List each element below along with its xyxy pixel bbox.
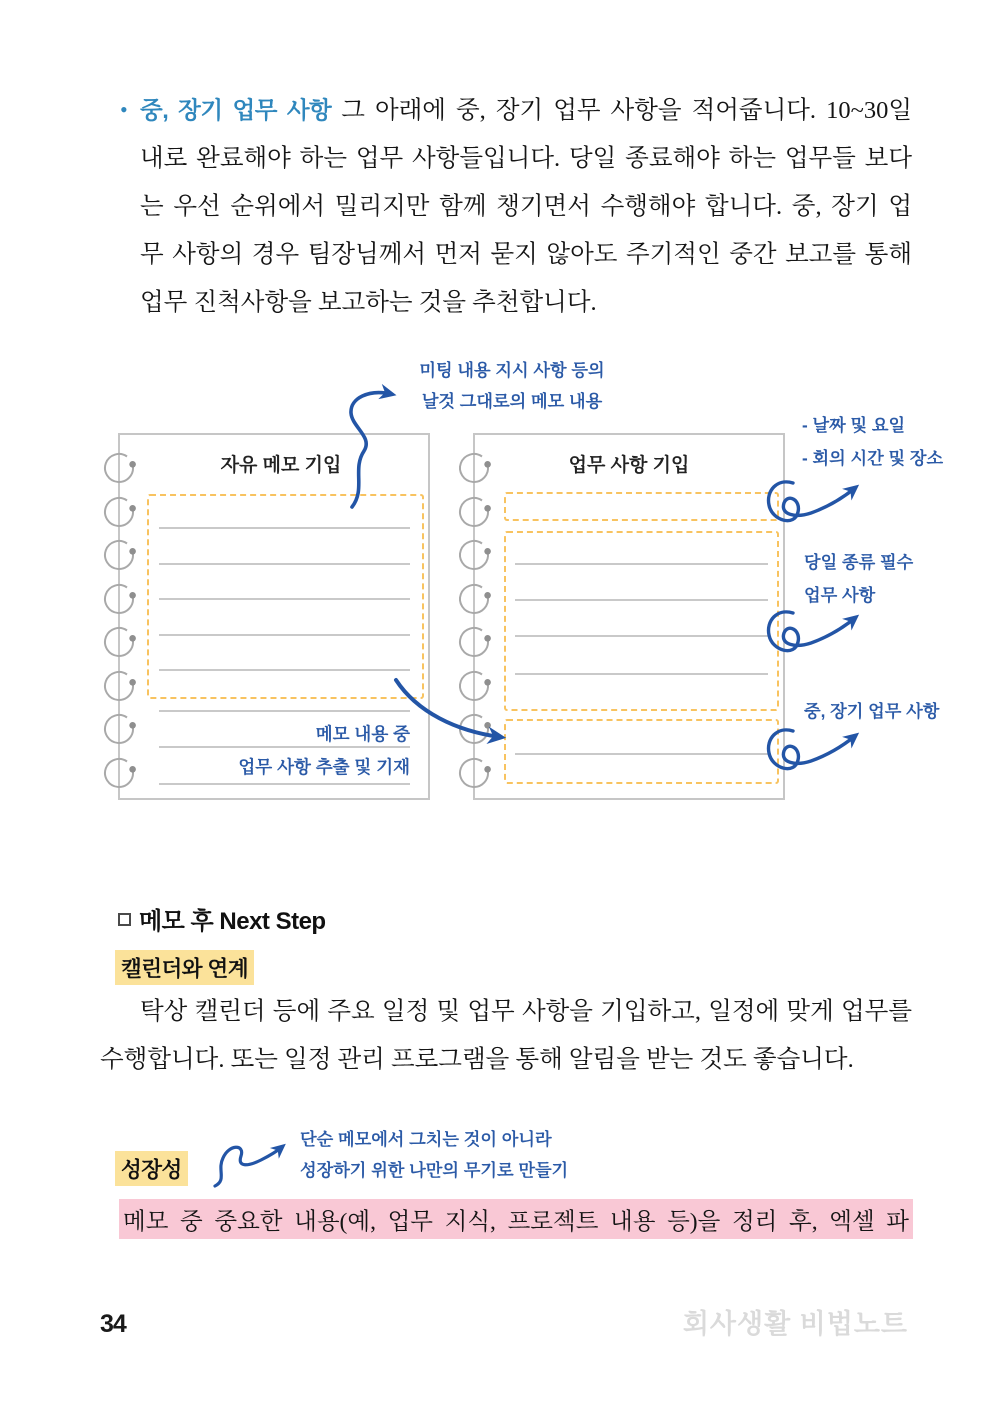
- longterm-tasks-dashed-box: [504, 719, 779, 784]
- notebook-line: [515, 753, 768, 755]
- daily-tasks-annotation: 당일 종류 필수 업무 사항: [804, 552, 914, 605]
- ring-icon: [456, 580, 492, 616]
- intro-line-2: 내로 완료해야 하는 업무 사항들입니다. 당일 종료해야 하는 업무들 보다: [140, 145, 912, 172]
- highlighted-sentence: 메모 중 중요한 내용(예, 업무 지식, 프로젝트 내용 등)을 정리 후, 엑셀 파: [119, 1199, 913, 1239]
- intro-paragraph: [120, 86, 912, 327]
- next-step-heading-label: 메모 후 Next Step: [139, 908, 326, 935]
- calendar-subheading: 캘린더와 연계: [115, 950, 254, 985]
- work-items-notebook: [473, 433, 785, 800]
- intro-line-3: 는 우선 순위에서 밀리지만 함께 챙기면서 수행해야 합니다. 중, 장기 업: [140, 193, 912, 220]
- longterm-tasks-annotation: 중, 장기 업무 사항: [804, 701, 940, 721]
- ring-icon: [101, 623, 137, 659]
- intro-line-5: 업무 진척사항을 보고하는 것을 추천합니다.: [140, 289, 597, 316]
- ring-icon: [456, 754, 492, 790]
- ring-icon: [101, 580, 137, 616]
- notebook-line: [159, 710, 410, 712]
- notebook-line: [159, 563, 410, 565]
- next-step-heading: [118, 901, 326, 936]
- notebook-line: [515, 673, 768, 675]
- ring-icon: [101, 754, 137, 790]
- notebook-line: [515, 599, 768, 601]
- ring-icon: [456, 536, 492, 572]
- raw-memo-annotation: 미팅 내용 지시 사항 등의 날것 그대로의 메모 내용: [419, 360, 605, 411]
- notebook-title: 자유 메모 기입: [220, 455, 342, 476]
- page-number: 34: [100, 1310, 126, 1338]
- intro-lead-keyword: 중, 장기 업무 사항: [140, 97, 332, 123]
- notebook-line: [159, 783, 410, 785]
- growth-annotation: 단순 메모에서 그치는 것이 아니라 성장하기 위한 나만의 무기로 만들기: [300, 1129, 569, 1180]
- notebook-line: [159, 527, 410, 529]
- ring-icon: [101, 493, 137, 529]
- ring-icon: [101, 536, 137, 572]
- ring-icon: [456, 710, 492, 746]
- spiral-rings: [456, 449, 492, 790]
- ring-icon: [101, 667, 137, 703]
- calendar-paragraph-line-2: 수행합니다. 또는 일정 관리 프로그램을 통해 알림을 받는 것도 좋습니다.: [100, 1046, 854, 1073]
- calendar-paragraph-line-1: 탁상 캘린더 등에 주요 일정 및 업무 사항을 기입하고, 일정에 맞게 업무를: [140, 998, 912, 1025]
- extract-annotation: 메모 내용 중 업무 사항 추출 및 기재: [238, 724, 410, 777]
- notebook-line: [159, 634, 410, 636]
- date-header-dashed-box: [504, 492, 779, 521]
- bullet-icon: •: [120, 97, 128, 122]
- notebook-line: [515, 563, 768, 565]
- growth-doodle-arrow: [215, 1147, 282, 1186]
- notebook-line: [515, 635, 768, 637]
- growth-heading: 성장성: [115, 1151, 188, 1186]
- ring-icon: [456, 493, 492, 529]
- spiral-rings: [101, 449, 137, 790]
- ring-icon: [456, 667, 492, 703]
- intro-line-1: [120, 86, 912, 135]
- intro-line-1-text: 그 아래에 중, 장기 업무 사항을 적어줍니다. 10~30일: [341, 97, 912, 124]
- notebook-title: 업무 사항 기입: [568, 455, 690, 476]
- ring-icon: [101, 710, 137, 746]
- free-memo-notebook: [118, 433, 430, 800]
- date-annotation: - 날짜 및 요일 - 회의 시간 및 장소: [802, 415, 944, 468]
- intro-line-4: 무 사항의 경우 팀장님께서 먼저 묻지 않아도 주기적인 중간 보고를 통해: [140, 241, 912, 268]
- notebook-line: [159, 669, 410, 671]
- footer-brand: 회사생활 비법노트: [682, 1309, 908, 1339]
- daily-tasks-dashed-box: [504, 531, 779, 711]
- ring-icon: [456, 623, 492, 659]
- notebook-line: [159, 598, 410, 600]
- square-bullet-icon: [118, 913, 131, 926]
